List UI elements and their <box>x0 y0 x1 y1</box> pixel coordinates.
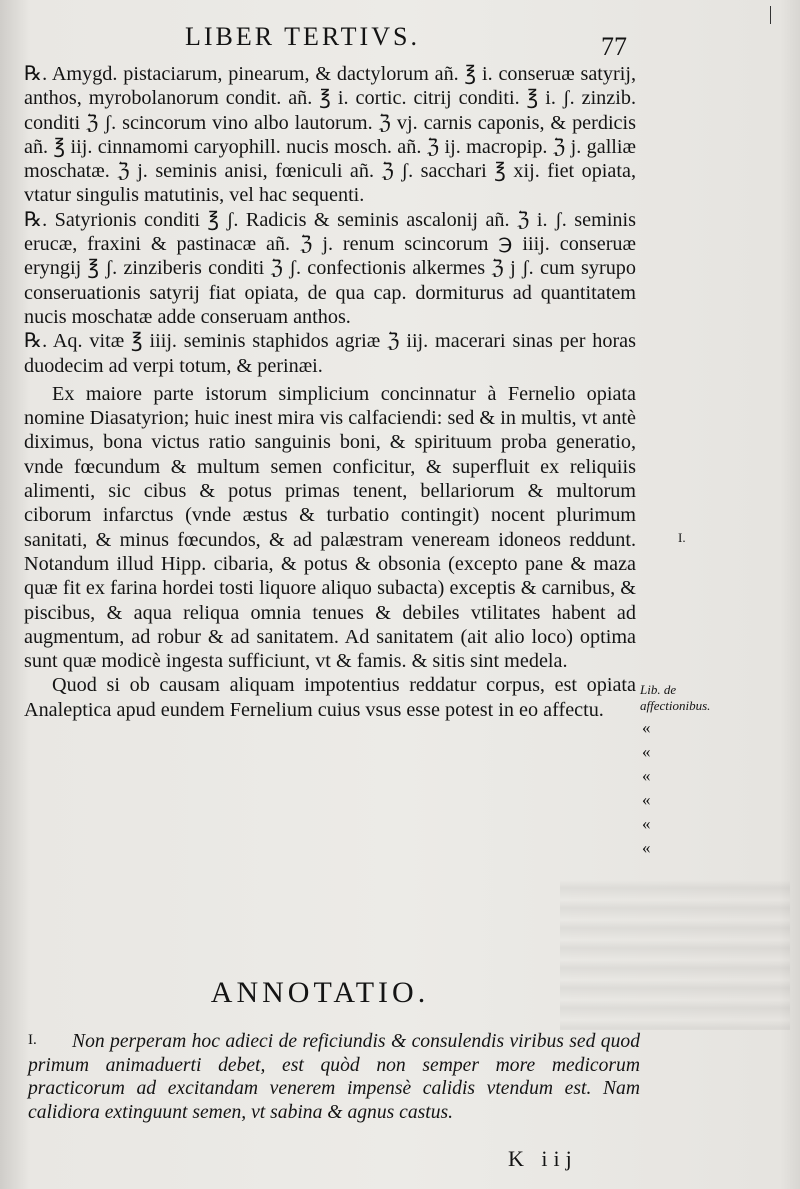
quote-mark: « <box>642 766 651 785</box>
running-head: LIBER TERTIVS. <box>185 22 420 51</box>
quote-mark: « <box>642 742 651 761</box>
annotation-heading: ANNOTATIO. <box>210 976 430 1009</box>
quote-mark: « <box>642 838 651 857</box>
annotation-text: Non perperam hoc adieci de reficiundis & consulendis viribus sed quod primum animaduerti debet, est quòd non semper more medicorum practicorum ad excitandam venerem impensè calidis vtendum est. Nam calidiora extinguunt semen, vt sabina & agnus castus. <box>28 1031 640 1123</box>
margin-note-reference: Lib. de affectionibus. <box>640 682 711 713</box>
page-edge-mark <box>770 6 771 24</box>
commentary-paragraph: Ex maiore parte istorum simplicium concinnatur à Fernelio opiata nomine Diasatyrion; huic inest mira vis calfaciendi: sed & in multis, vt antè diximus, bona victus ratio sanguinis boni, & spirituum proba generatio, vnde fœcundum & multum semen conficitur, & superfluit ex reliquiis alimenti, sic cibus & potus primas tenent, bellariorum & multorum ciborum infarctus (vnde æstus & turbatio contingit) nocent plurimum sanitati, & minus fœcundos, & ad palæstram veneream idoneos reddunt. Notandum illud Hipp. cibaria, & potus & obsonia (excepto pane & maza quæ fit ex farina hordei tosti liquore aliquo subacta) exceptis & carnibus, & piscibus, & aqua reliqua omnia tenues & debiles vtilitates habent ad augmentum, ad robur & ad sanitatem. Ad sanitatem (ait alio loco) optima sunt quæ modicè ingesta sufficiunt, vt & famis. & sitis sint medela. <box>24 382 636 673</box>
main-text-block <box>24 62 636 722</box>
recipe-paragraph-3: ℞. Aq. vitæ ℥ iiij. seminis staphidos agriæ ℨ iij. macerari sinas per horas duodecim ad verpi totum, & perinæi. <box>24 330 636 377</box>
quote-mark: « <box>642 790 651 809</box>
closing-paragraph: Quod si ob causam aliquam impotentius reddatur corpus, est opiata Analeptica apud eundem Fernelium cuius vsus esse potest in eo affectu. <box>24 674 636 721</box>
quote-mark: « <box>642 814 651 833</box>
signature-mark: K iij <box>508 1146 578 1171</box>
quote-mark: « <box>642 718 651 737</box>
recipe-paragraph-1: ℞. Amygd. pistaciarum, pinearum, & dactylorum añ. ℥ i. conseruæ satyrij, anthos, myrobolanorum condit. añ. ℥ i. cortic. citrij conditi. ℥ i. ʃ. zinzib. conditi ℨ ʃ. scincorum vino albo lautorum. ℨ vj. carnis caponis, & perdicis añ. ℥ iij. cinnamomi caryophill. nucis mosch. añ. ℨ ij. macropip. ℨ j. galliæ moschatæ. ℨ j. seminis anisi, fœniculi añ. ℨ ʃ. sacchari ℥ xij. fiet opiata, vtatur singulis matutinis, vel hac sequenti. <box>24 63 636 207</box>
page-number: 77 <box>601 32 627 61</box>
annotation-number: I. <box>28 1032 37 1048</box>
recipe-paragraph-2: ℞. Satyrionis conditi ℥ ʃ. Radicis & seminis ascalonij añ. ℨ i. ʃ. seminis erucæ, fraxini & pastinacæ añ. ℨ j. renum scincorum ℈ iiij. conseruæ eryngij ℥ ʃ. zinziberis conditi ℨ ʃ. confectionis alkermes ℨ j ʃ. cum syrupo conseruationis satyrij fiat opiata, de qua cap. dormiturus ad quantitatem nucis moschatæ adde conseruam anthos. <box>24 208 636 328</box>
margin-note-number: I. <box>678 530 686 545</box>
